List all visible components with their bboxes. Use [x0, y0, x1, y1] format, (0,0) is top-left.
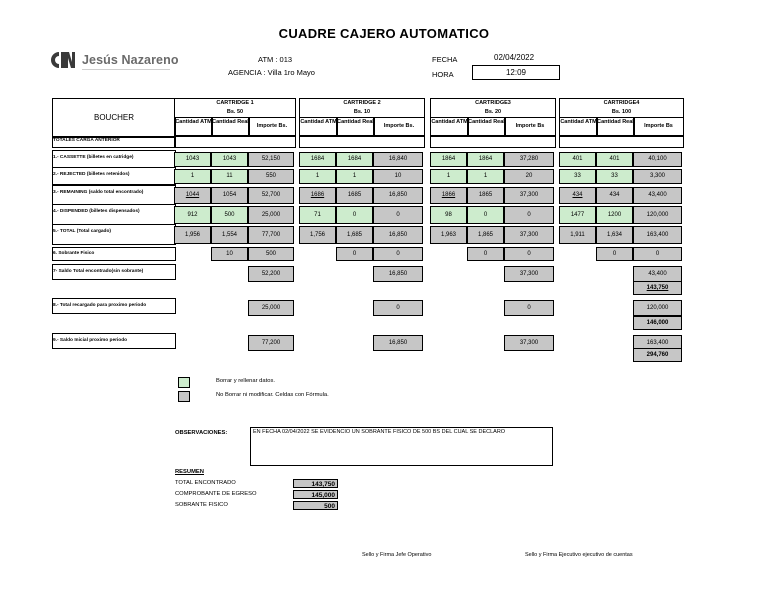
totales-cell [559, 136, 684, 148]
grand-total-cell: 143,750 [633, 281, 682, 295]
table-cell[interactable]: 1864 [430, 152, 467, 167]
table-cell[interactable]: 401 [559, 152, 596, 167]
row-label-box [52, 224, 176, 245]
table-cell: 0 [373, 206, 423, 224]
table-cell: 1,865 [467, 226, 504, 244]
logo-text: Jesús Nazareno [82, 53, 179, 67]
col-importe: Importe Bs [633, 117, 684, 136]
firma-jefe-operativo: Sello y Firma Jefe Operativo [362, 552, 432, 558]
totales-row [174, 136, 682, 146]
table-cell: 1,963 [430, 226, 467, 244]
logo-divider [82, 69, 170, 70]
cartridge-2-header [299, 98, 425, 117]
table-cell[interactable]: 1864 [467, 152, 504, 167]
table-cell: 16,850 [373, 187, 423, 204]
table-cell[interactable]: 1200 [596, 206, 633, 224]
legend-green-swatch [178, 377, 190, 388]
table-cell[interactable]: 33 [559, 169, 596, 184]
table-cell: 37,300 [504, 187, 554, 204]
table-cell: 20 [504, 169, 554, 184]
fecha-label: FECHA [432, 55, 458, 64]
sobrante-cant-cell: 10 [211, 247, 248, 261]
fecha-value: 02/04/2022 [494, 53, 535, 62]
row-label-box [52, 185, 176, 205]
table-cell[interactable]: 0 [467, 206, 504, 224]
table-cell: 120,000 [633, 206, 682, 224]
table-cell[interactable]: 912 [174, 206, 211, 224]
table-cell: 52,700 [248, 187, 294, 204]
grand-total-cell: 294,760 [633, 348, 682, 362]
total-cell: 16,850 [373, 266, 423, 282]
total-cell: 43,400 [633, 266, 682, 282]
boucher-label: BOUCHER [93, 113, 134, 122]
cartridge-4-header [559, 98, 684, 117]
resumen-total-label: TOTAL ENCONTRADO [175, 480, 236, 486]
resumen-egreso-label: COMPROBANTE DE EGRESO [175, 491, 257, 497]
table-cell[interactable]: 1043 [211, 152, 248, 167]
table-cell: 77,700 [248, 226, 294, 244]
table-cell[interactable]: 71 [299, 206, 336, 224]
resumen-egreso-value: 145,000 [293, 490, 338, 499]
table-cell[interactable]: 1 [336, 169, 373, 184]
atm-label: ATM : 013 [258, 55, 293, 64]
table-cell: 10 [373, 169, 423, 184]
table-cell: 0 [504, 206, 554, 224]
table-cell: 1866 [430, 187, 467, 204]
hora-label: HORA [432, 70, 454, 79]
cartridge-3-header [430, 98, 556, 117]
legend-gray-swatch [178, 391, 190, 402]
table-cell: 37,300 [504, 226, 554, 244]
col-cant-atm: Cantidad ATM [559, 117, 598, 136]
col-importe: Importe Bs. [373, 117, 425, 136]
total-cell: 0 [504, 300, 554, 316]
col-cant-real: Cantidad Real [336, 117, 375, 136]
resumen-title: RESUMEN [175, 469, 204, 475]
table-cell: 1,756 [299, 226, 336, 244]
col-cant-atm: Cantidad ATM [430, 117, 469, 136]
legend-green-text: Borrar y rellenar datos. [216, 378, 275, 384]
sobrante-cant-cell: 0 [467, 247, 504, 261]
table-cell: 1865 [467, 187, 504, 204]
cartridge-denomination: Bs. 10 [353, 109, 371, 115]
row-label: 6. Sobrante Fisico [53, 251, 95, 256]
total-cell: 77,200 [248, 335, 294, 351]
row-label: 3.- REMAINING (saldo total encontrado) [53, 190, 144, 195]
table-cell[interactable]: 401 [596, 152, 633, 167]
table-cell[interactable]: 1684 [336, 152, 373, 167]
table-cell: 1686 [299, 187, 336, 204]
table-cell: 37,280 [504, 152, 554, 167]
row-label: 7- Saldo Total encontrado(sin sobrante) [53, 269, 144, 274]
total-cell: 25,000 [248, 300, 294, 316]
total-cell: 37,300 [504, 335, 554, 351]
row-label: 4.- DISPENDED (billetes dispensados) [53, 209, 140, 214]
firma-ejecutivo: Sello y Firma Ejecutivo ejecutivo de cuentas [525, 552, 633, 558]
table-cell[interactable]: 500 [211, 206, 248, 224]
cartridge-denomination: Bs. 50 [226, 109, 244, 115]
table-cell: 1054 [211, 187, 248, 204]
row-label-box [52, 204, 176, 225]
resumen-sobrante-label: SOBRANTE FISICO [175, 502, 228, 508]
table-cell: 1,956 [174, 226, 211, 244]
table-cell[interactable]: 11 [211, 169, 248, 184]
row-label: 2.- REJECTED (billetes retenidos) [53, 172, 130, 177]
sobrante-cant-cell: 0 [336, 247, 373, 261]
table-cell[interactable]: 98 [430, 206, 467, 224]
cartridge-title: CARTRIDGE 2 [343, 100, 381, 106]
cartridge-title: CARTRIDGE 1 [216, 100, 254, 106]
col-cant-atm: Cantidad ATM [299, 117, 338, 136]
table-cell[interactable]: 0 [336, 206, 373, 224]
resumen-sobrante-value: 500 [293, 501, 338, 510]
sobrante-importe-cell: 0 [504, 247, 554, 261]
totales-row-label: TOTALES CARGA ANTERIOR [53, 138, 120, 143]
col-importe: Importe Bs. [248, 117, 296, 136]
sobrante-importe-cell: 500 [248, 247, 294, 261]
table-cell: 1,634 [596, 226, 633, 244]
table-cell: 1,911 [559, 226, 596, 244]
col-cant-real: Cantidad Real [211, 117, 250, 136]
total-cell: 52,200 [248, 266, 294, 282]
table-cell[interactable]: 1 [467, 169, 504, 184]
boucher-header [52, 98, 176, 138]
table-cell: 40,100 [633, 152, 682, 167]
table-cell: 1,685 [336, 226, 373, 244]
grand-total-cell: 146,000 [633, 316, 682, 330]
legend-gray-text: No Borrar ni modificar. Celdas con Fórmula. [216, 392, 329, 398]
cartridge-denomination: Bs. 20 [484, 109, 502, 115]
sobrante-importe-cell: 0 [373, 247, 423, 261]
totales-cell [174, 136, 296, 148]
sobrante-cant-cell: 0 [596, 247, 633, 261]
table-cell: 163,400 [633, 226, 682, 244]
totales-cell [430, 136, 556, 148]
total-cell: 16,850 [373, 335, 423, 351]
table-cell: 434 [559, 187, 596, 204]
table-cell: 1044 [174, 187, 211, 204]
table-cell: 434 [596, 187, 633, 204]
table-cell: 16,840 [373, 152, 423, 167]
table-cell: 550 [248, 169, 294, 184]
observaciones-label: OBSERVACIONES: [175, 430, 228, 436]
col-cant-atm: Cantidad ATM [174, 117, 213, 136]
table-cell[interactable]: 1043 [174, 152, 211, 167]
table-cell: 52,150 [248, 152, 294, 167]
table-cell[interactable]: 1 [430, 169, 467, 184]
agencia-label: AGENCIA : Villa 1ro Mayo [228, 68, 315, 77]
row-label: 1.- CASSETTE (billetes en catridge) [53, 155, 134, 160]
total-cell: 37,300 [504, 266, 554, 282]
totales-cell [299, 136, 425, 148]
table-cell: 16,850 [373, 226, 423, 244]
cartridge-1-header [174, 98, 296, 117]
col-cant-real: Cantidad Real [467, 117, 506, 136]
col-cant-real: Cantidad Real [596, 117, 635, 136]
row-label: 5.- TOTAL (Total cargado) [53, 229, 112, 234]
row-label: 9.- Saldo Inicial proximo periodo [53, 338, 128, 343]
total-cell: 163,400 [633, 335, 682, 351]
table-cell: 1685 [336, 187, 373, 204]
table-cell[interactable]: 1684 [299, 152, 336, 167]
cartridge-denomination: Bs. 100 [611, 109, 632, 115]
table-cell[interactable]: 1 [174, 169, 211, 184]
table-cell: 43,400 [633, 187, 682, 204]
cartridge-title: CARTRIDGE3 [475, 100, 511, 106]
page-title: CUADRE CAJERO AUTOMATICO [278, 26, 490, 41]
total-cell: 120,000 [633, 300, 682, 316]
sobrante-importe-cell: 0 [633, 247, 682, 261]
table-cell: 1,554 [211, 226, 248, 244]
resumen-total-value: 143,750 [293, 479, 338, 488]
table-cell[interactable]: 33 [596, 169, 633, 184]
total-cell: 0 [373, 300, 423, 316]
table-cell: 25,000 [248, 206, 294, 224]
hora-value: 12:09 [472, 65, 560, 80]
table-cell[interactable]: 1477 [559, 206, 596, 224]
row-label: 8.- Total recargado para proximo periodo [53, 303, 147, 308]
table-cell: 3,300 [633, 169, 682, 184]
logo-icon [50, 51, 76, 69]
col-importe: Importe Bs [504, 117, 556, 136]
cartridge-title: CARTRIDGE4 [603, 100, 640, 106]
table-cell[interactable]: 1 [299, 169, 336, 184]
observaciones-text[interactable]: EN FECHA 02/04/2022 SE EVIDENCIO UN SOBRANTE FISICO DE 500 BS DEL CUAL SE DECLARO [250, 427, 553, 466]
company-logo [50, 50, 179, 70]
